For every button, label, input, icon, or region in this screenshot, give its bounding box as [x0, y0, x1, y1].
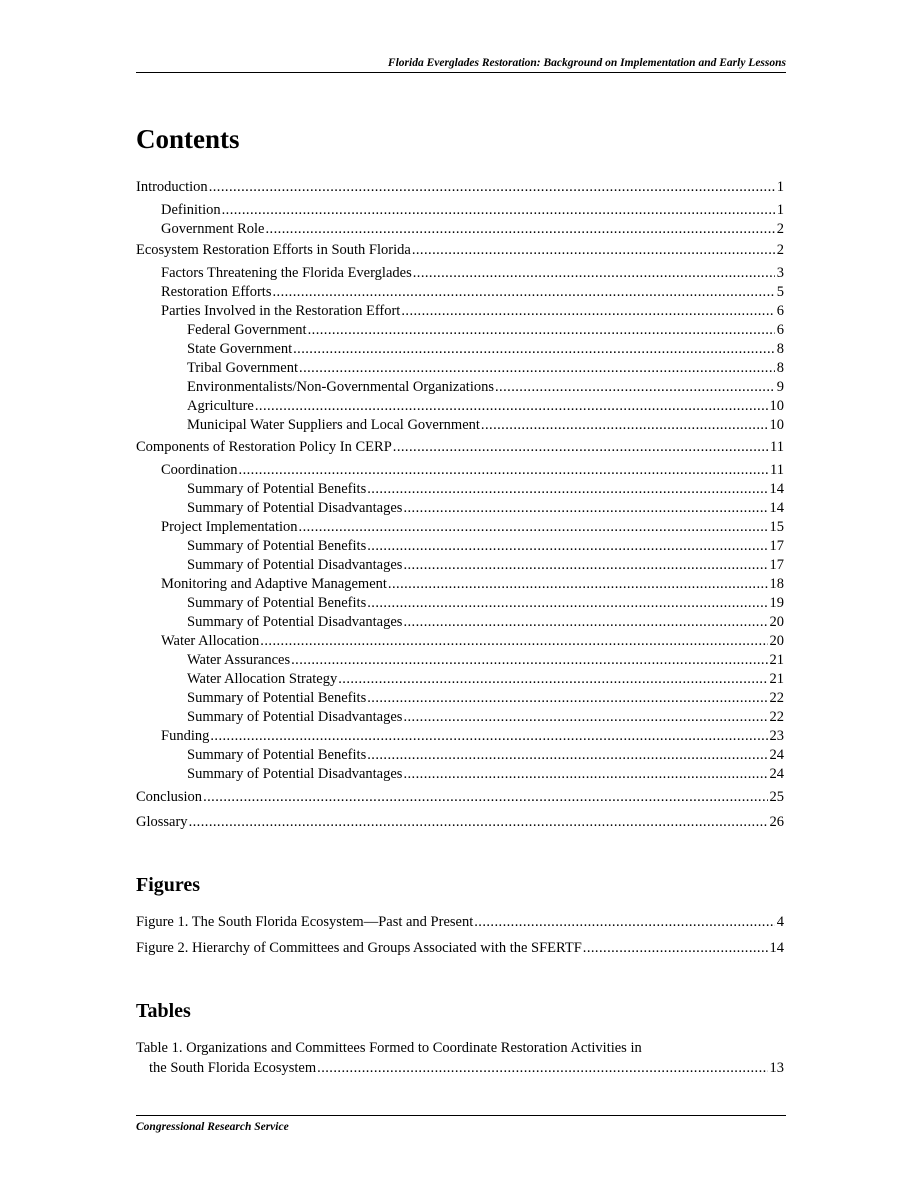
leader-dots [308, 322, 775, 339]
toc-entry-label: Summary of Potential Benefits [187, 538, 367, 554]
toc-entry[interactable] [136, 376, 784, 396]
toc-entry[interactable] [136, 573, 784, 593]
toc-entry[interactable] [136, 281, 784, 301]
toc-entry-page: 9 [776, 379, 784, 395]
figure-entry[interactable] [136, 937, 784, 957]
footer-rule [136, 1115, 786, 1116]
toc-entry[interactable] [136, 516, 784, 536]
toc-entry-label: Summary of Potential Benefits [187, 747, 367, 763]
leader-dots [299, 360, 775, 377]
toc-entry-page: 22 [769, 709, 784, 725]
toc-entry-page: 14 [769, 500, 784, 516]
toc-entry-page: 10 [769, 417, 784, 433]
leader-dots [403, 614, 767, 631]
toc-entry[interactable] [136, 592, 784, 612]
toc-entry-label: Components of Restoration Policy In CERP [136, 439, 392, 455]
tables-heading: Tables [136, 1000, 191, 1022]
toc-entry-label: Tribal Government [187, 360, 299, 376]
toc-entry[interactable] [136, 786, 784, 806]
toc-entry-label: Federal Government [187, 322, 307, 338]
toc-entry[interactable] [136, 630, 784, 650]
toc-entry[interactable] [136, 649, 784, 669]
footer-text: Congressional Research Service [136, 1121, 289, 1133]
toc-entry-page: 1 [776, 179, 784, 195]
toc-entry-page: 3 [776, 265, 784, 281]
toc-entry-label: Water Allocation [161, 633, 260, 649]
toc-entry-label: Project Implementation [161, 519, 298, 535]
toc-entry-page: 23 [769, 728, 784, 744]
toc-entry-label: Coordination [161, 462, 238, 478]
table-entry-page: 13 [769, 1060, 784, 1076]
leader-dots [338, 671, 767, 688]
leader-dots [266, 221, 775, 238]
leader-dots [367, 690, 767, 707]
toc-entry-page: 25 [769, 789, 784, 805]
toc-entry[interactable] [136, 478, 784, 498]
figure-entry-label: Figure 2. Hierarchy of Committees and Groups Associated with the SFERTF [136, 940, 582, 956]
toc-entry-label: Summary of Potential Disadvantages [187, 500, 403, 516]
toc-entry[interactable] [136, 706, 784, 726]
toc-entry-page: 11 [770, 439, 784, 455]
table-entry-label-line1[interactable]: Table 1. Organizations and Committees Formed to Coordinate Restoration Activities in [136, 1040, 642, 1056]
table-entry-label-line2: the South Florida Ecosystem [149, 1060, 317, 1076]
figure-entry[interactable] [136, 911, 784, 931]
toc-entry-label: Summary of Potential Disadvantages [187, 766, 403, 782]
figure-entry-page: 14 [769, 940, 784, 956]
toc-entry-page: 20 [769, 614, 784, 630]
toc-entry[interactable] [136, 763, 784, 783]
toc-entry-label: Restoration Efforts [161, 284, 272, 300]
table-entry[interactable] [136, 1057, 784, 1077]
toc-entry[interactable] [136, 744, 784, 764]
leader-dots [401, 303, 774, 320]
leader-dots [474, 914, 775, 931]
toc-entry-page: 5 [776, 284, 784, 300]
figures-heading: Figures [136, 874, 201, 896]
toc-entry-label: Government Role [161, 221, 265, 237]
toc-entry[interactable] [136, 300, 784, 320]
figure-entry-label: Figure 1. The South Florida Ecosystem—Past and Present [136, 914, 474, 930]
toc-entry-page: 19 [769, 595, 784, 611]
toc-entry-page: 2 [776, 242, 784, 258]
toc-entry-page: 22 [769, 690, 784, 706]
toc-entry-page: 18 [769, 576, 784, 592]
toc-entry[interactable] [136, 239, 784, 259]
toc-entry[interactable] [136, 357, 784, 377]
toc-entry-page: 24 [769, 766, 784, 782]
toc-entry-label: Introduction [136, 179, 208, 195]
toc-entry-page: 6 [776, 303, 784, 319]
toc-entry-label: Summary of Potential Benefits [187, 481, 367, 497]
leader-dots [393, 439, 768, 456]
toc-entry-page: 6 [776, 322, 784, 338]
toc-entry-label: Funding [161, 728, 210, 744]
toc-entry-label: State Government [187, 341, 293, 357]
leader-dots [403, 766, 767, 783]
toc-entry-label: Environmentalists/Non-Governmental Organizations [187, 379, 494, 395]
toc-entry-page: 10 [769, 398, 784, 414]
leader-dots [495, 379, 775, 396]
toc-entry[interactable] [136, 262, 784, 282]
leader-dots [388, 576, 768, 593]
toc-entry-label: Water Allocation Strategy [187, 671, 338, 687]
leader-dots [299, 519, 768, 536]
toc-entry-page: 8 [776, 341, 784, 357]
leader-dots [367, 481, 767, 498]
leader-dots [412, 242, 775, 259]
toc-entry[interactable] [136, 319, 784, 339]
leader-dots [260, 633, 767, 650]
leader-dots [403, 557, 767, 574]
toc-entry[interactable] [136, 668, 784, 688]
leader-dots [239, 462, 769, 479]
toc-entry-label: Glossary [136, 814, 188, 830]
toc-entry[interactable] [136, 554, 784, 574]
leader-dots [367, 747, 767, 764]
toc-entry[interactable] [136, 218, 784, 238]
leader-dots [403, 500, 767, 517]
leader-dots [481, 417, 768, 434]
toc-entry-page: 20 [769, 633, 784, 649]
toc-entry-label: Municipal Water Suppliers and Local Government [187, 417, 480, 433]
header-rule [136, 72, 786, 73]
leader-dots [583, 940, 768, 957]
leader-dots [210, 728, 767, 745]
toc-entry-label: Summary of Potential Disadvantages [187, 709, 403, 725]
toc-entry-label: Water Assurances [187, 652, 291, 668]
toc-entry[interactable] [136, 497, 784, 517]
toc-entry-page: 17 [769, 538, 784, 554]
toc-entry[interactable] [136, 459, 784, 479]
leader-dots [255, 398, 768, 415]
toc-entry[interactable] [136, 687, 784, 707]
toc-entry[interactable] [136, 811, 784, 831]
toc-entry-label: Agriculture [187, 398, 254, 414]
toc-entry-page: 15 [769, 519, 784, 535]
leader-dots [203, 789, 767, 806]
toc-entry-page: 14 [769, 481, 784, 497]
leader-dots [367, 595, 767, 612]
toc-entry-page: 11 [770, 462, 784, 478]
leader-dots [189, 814, 768, 831]
leader-dots [403, 709, 767, 726]
leader-dots [367, 538, 767, 555]
toc-entry-label: Factors Threatening the Florida Everglades [161, 265, 412, 281]
running-header: Florida Everglades Restoration: Background on Implementation and Early Lessons [387, 57, 786, 69]
leader-dots [209, 179, 775, 196]
toc-entry-page: 26 [769, 814, 784, 830]
toc-entry[interactable] [136, 199, 784, 219]
toc-entry-page: 8 [776, 360, 784, 376]
toc-entry-label: Summary of Potential Benefits [187, 595, 367, 611]
toc-entry[interactable] [136, 338, 784, 358]
toc-entry[interactable] [136, 535, 784, 555]
toc-entry-page: 2 [776, 221, 784, 237]
toc-entry[interactable] [136, 414, 784, 434]
toc-entry-page: 21 [769, 652, 784, 668]
toc-entry[interactable] [136, 725, 784, 745]
leader-dots [291, 652, 767, 669]
toc-entry-label: Definition [161, 202, 221, 218]
toc-entry-page: 1 [776, 202, 784, 218]
toc-entry[interactable] [136, 436, 784, 456]
leader-dots [222, 202, 775, 219]
figure-entry-page: 4 [776, 914, 784, 930]
toc-entry-label: Summary of Potential Disadvantages [187, 557, 403, 573]
toc-entry-page: 17 [769, 557, 784, 573]
leader-dots [272, 284, 774, 301]
toc-entry[interactable] [136, 611, 784, 631]
toc-entry-label: Monitoring and Adaptive Management [161, 576, 387, 592]
toc-entry-label: Summary of Potential Disadvantages [187, 614, 403, 630]
toc-entry-label: Ecosystem Restoration Efforts in South Florida [136, 242, 411, 258]
toc-entry-label: Conclusion [136, 789, 203, 805]
leader-dots [317, 1060, 767, 1077]
leader-dots [293, 341, 775, 358]
toc-entry[interactable] [136, 176, 784, 196]
toc-entry-label: Parties Involved in the Restoration Effort [161, 303, 401, 319]
contents-heading: Contents [136, 124, 240, 154]
toc-entry-page: 21 [769, 671, 784, 687]
toc-entry-label: Summary of Potential Benefits [187, 690, 367, 706]
toc-entry-page: 24 [769, 747, 784, 763]
leader-dots [413, 265, 775, 282]
toc-entry[interactable] [136, 395, 784, 415]
